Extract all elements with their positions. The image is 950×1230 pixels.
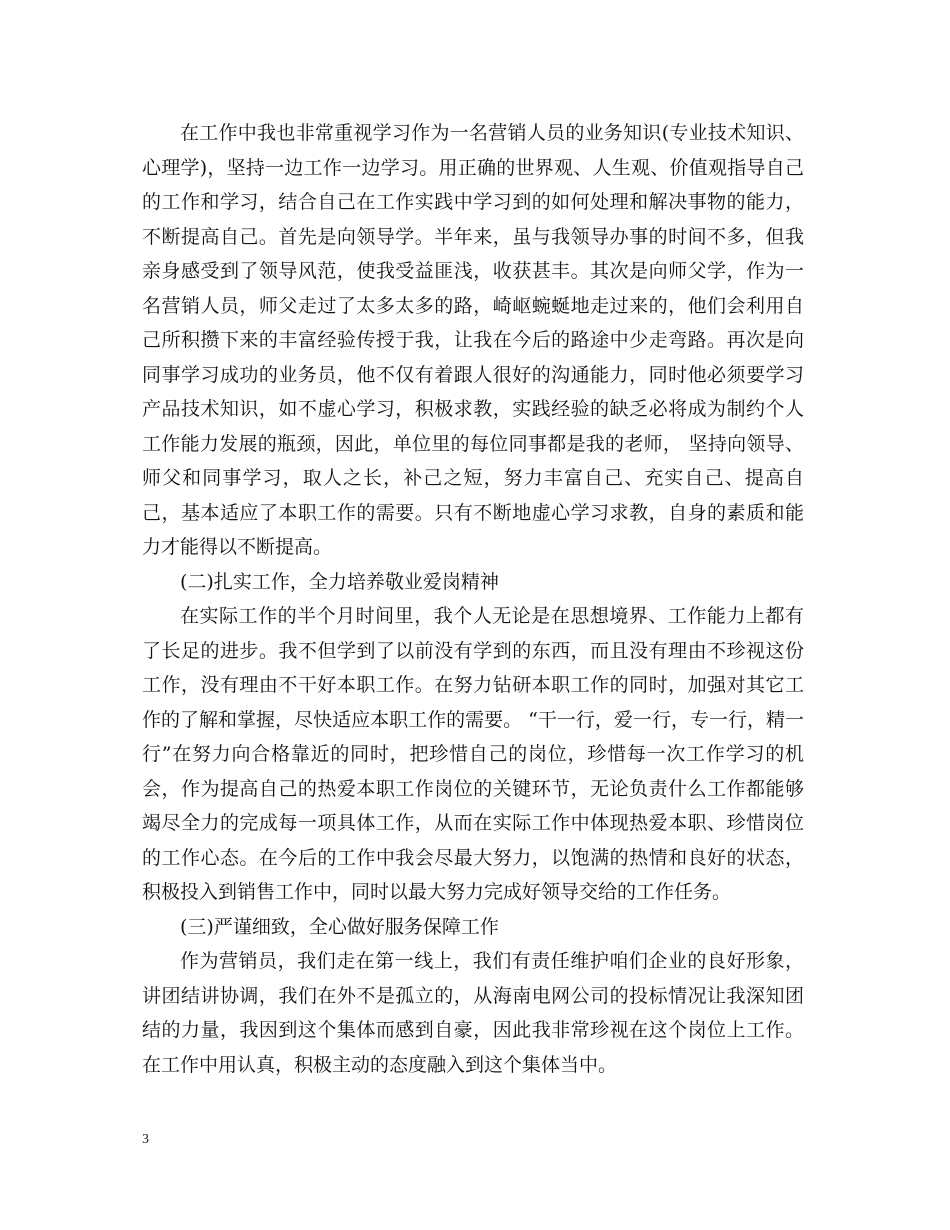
- document-body: [142, 116, 804, 1082]
- paragraph-service: 作为营销员，我们走在第一线上，我们有责任维护咱们企业的良好形象，讲团结讲协调，我们在外不是孤立的，从海南电网公司的投标情况让我深知团结的力量，我因到这个集体而感到自豪，因此我非常珍视在这个岗位上工作。在工作中用认真，积极主动的态度融入到这个集体当中。: [142, 950, 804, 1076]
- paragraph-study: 在工作中我也非常重视学习作为一名营销人员的业务知识(专业技术知识、心理学)，坚持一边工作一边学习。用正确的世界观、人生观、价值观指导自己的工作和学习，结合自己在工作实践中学习到的如何处理和解决事物的能力，不断提高自己。首先是向领导学。半年来，虽与我领导办事的时间不多，但我亲身感受到了领导风范，使我受益匪浅，收获甚丰。其次是向师父学，作为一名营销人员，师父走过了太多太多的路，崎岖蜿蜒地走过来的，他们会利用自己所积攒下来的丰富经验传授于我，让我在今后的路途中少走弯路。再次是向同事学习成功的业务员，他不仅有着跟人很好的沟通能力，同时他必须要学习产品技术知识，如不虚心学习，积极求教，实践经验的缺乏必将成为制约个人工作能力发展的瓶颈，因此，单位里的每位同事都是我的老师， 坚持向领导、师父和同事学习，取人之长，补己之短，努力丰富自己、充实自己、提高自己，基本适应了本职工作的需要。只有不断地虚心学习求教，自身的素质和能力才能得以不断提高。: [142, 122, 804, 558]
- section-heading-3: (三)严谨细致，全心做好服务保障工作: [180, 915, 499, 938]
- section-heading-2: (二)扎实工作，全力培养敬业爱岗精神: [180, 570, 499, 593]
- page-number: 3: [142, 1132, 149, 1147]
- paragraph-work: 在实际工作的半个月时间里，我个人无论是在思想境界、工作能力上都有了长足的进步。我不但学到了以前没有学到的东西，而且没有理由不珍视这份工作，没有理由不干好本职工作。在努力钻研本职工作的同时，加强对其它工作的了解和掌握，尽快适应本职工作的需要。 “干一行，爱一行，专一行，精一行”在努力向合格靠近的同时，把珍惜自己的岗位，珍惜每一次工作学习的机会，作为提高自己的热爱本职工作岗位的关键环节，无论负责什么工作都能够竭尽全力的完成每一项具体工作，从而在实际工作中体现热爱本职、珍惜岗位的工作心态。在今后的工作中我会尽最大努力，以饱满的热情和良好的状态，积极投入到销售工作中，同时以最大努力完成好领导交给的工作任务。: [142, 605, 804, 903]
